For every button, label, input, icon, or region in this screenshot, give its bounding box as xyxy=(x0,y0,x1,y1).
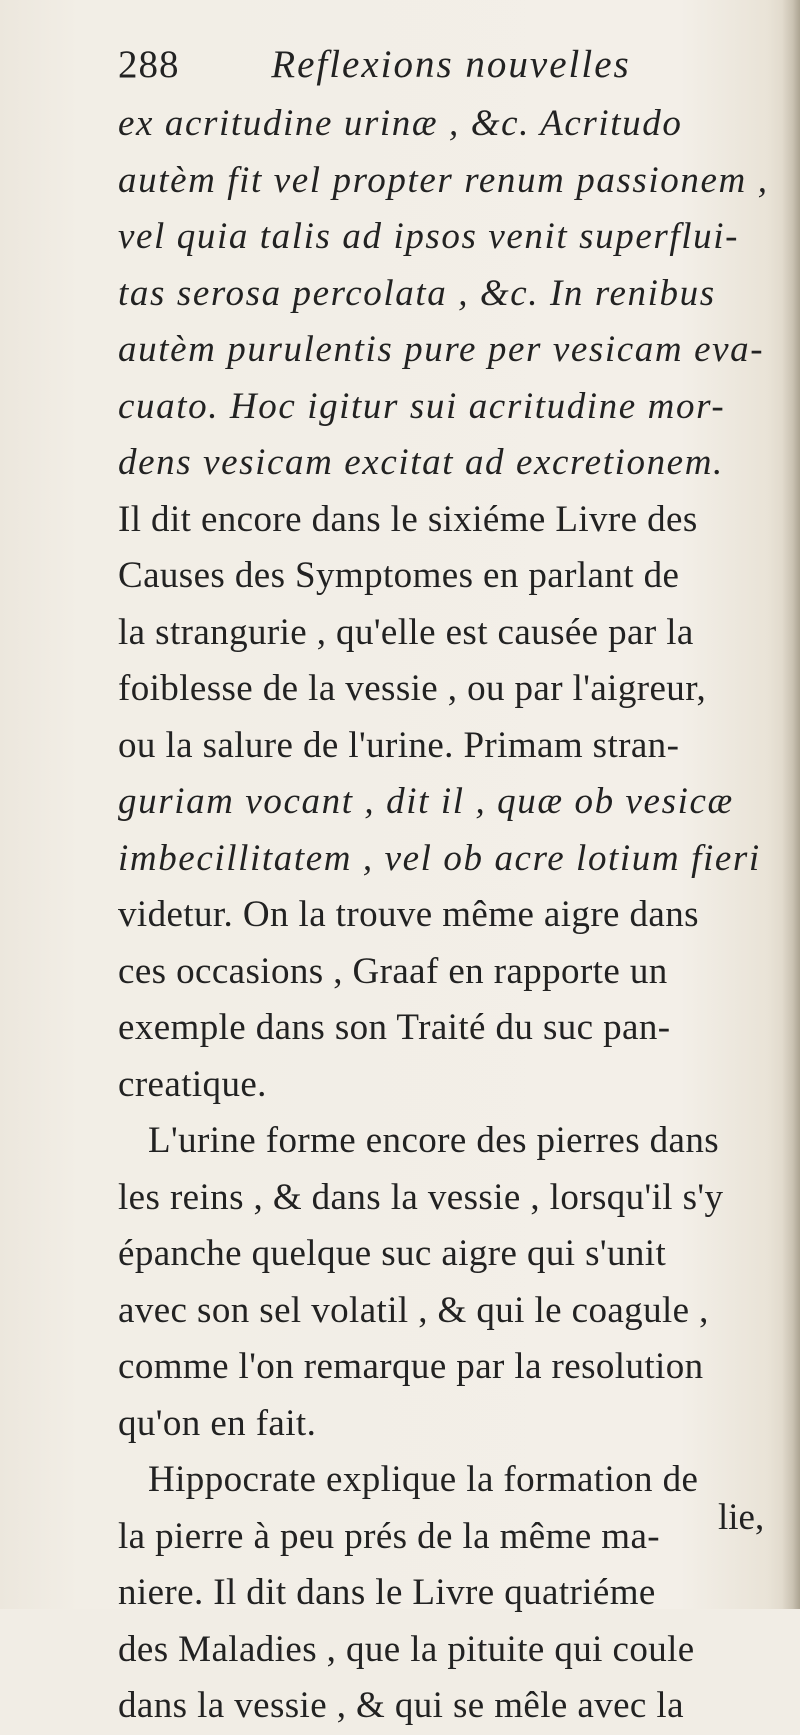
text-line: autèm purulentis pure per vesicam eva- xyxy=(118,329,765,370)
text-line: creatique. xyxy=(118,1063,267,1105)
text-line: avec son sel volatil , & qui le coagule , xyxy=(118,1289,709,1331)
text-line: Il dit encore dans le sixiéme Livre des xyxy=(118,498,698,540)
text-line: imbecillitatem , vel ob acre lotium fieri xyxy=(118,837,761,879)
text-line: tas serosa percolata , &c. In renibus xyxy=(118,272,716,314)
text-line: dens vesicam excitat ad excretionem. xyxy=(118,442,724,483)
text-line: des Maladies , que la pituite qui coule xyxy=(118,1628,695,1670)
text-line: comme l'on remarque par la resolution xyxy=(118,1346,704,1387)
text-line: la pierre à peu prés de la même ma- xyxy=(118,1515,661,1557)
text-line: les reins , & dans la vessie , lorsqu'il s'y xyxy=(118,1176,724,1218)
running-head: Reflexions nouvelles xyxy=(271,43,631,86)
text-line: videtur. On la trouve même aigre dans xyxy=(118,894,699,935)
text-line: ex acritudine urinæ , &c. Acritudo xyxy=(118,103,683,144)
text-line: exemple dans son Traité du suc pan- xyxy=(118,1007,671,1048)
catchword: lie, xyxy=(718,1497,765,1538)
text-line: Hippocrate explique la formation de xyxy=(148,1459,699,1500)
text-line: guriam vocant , dit il , quæ ob vesicæ xyxy=(118,781,734,822)
text-line: Causes des Symptomes en parlant de xyxy=(118,555,680,596)
text-line: qu'on en fait. xyxy=(118,1402,317,1444)
text-line: épanche quelque suc aigre qui s'unit xyxy=(118,1233,667,1274)
text-line: foiblesse de la vessie , ou par l'aigreur, xyxy=(118,668,707,709)
body-text xyxy=(118,96,788,1735)
text-line: niere. Il dit dans le Livre quatriéme xyxy=(118,1572,656,1613)
text-line: L'urine forme encore des pierres dans xyxy=(148,1120,720,1161)
page-number: 288 xyxy=(118,43,180,86)
text-line: la strangurie , qu'elle est causée par la xyxy=(118,611,694,653)
text-line: dans la vessie , & qui se mêle avec la xyxy=(118,1685,684,1726)
text-line: vel quia talis ad ipsos venit superflui- xyxy=(118,216,740,257)
page-header xyxy=(118,30,778,100)
text-line: autèm fit vel propter renum passionem , xyxy=(118,159,769,201)
text-line: ces occasions , Graaf en rapporte un xyxy=(118,950,668,992)
text-line: ou la salure de l'urine. Primam stran- xyxy=(118,724,680,766)
text-line: cuato. Hoc igitur sui acritudine mor- xyxy=(118,385,726,427)
